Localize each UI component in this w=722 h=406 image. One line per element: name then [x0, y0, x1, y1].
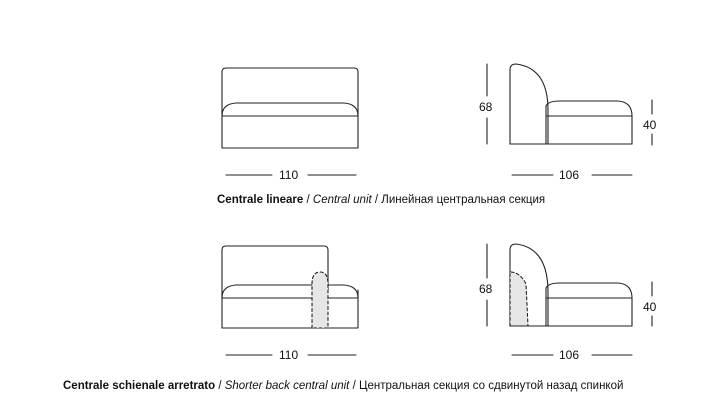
side-height-label-2: 68 — [479, 282, 493, 296]
front-view-central-unit — [222, 68, 358, 148]
side-height-label: 68 — [479, 100, 493, 114]
caption-name-ru-2: Центральная секция со сдвинутой назад спинкой — [358, 380, 624, 392]
side-seat-cushion — [546, 101, 632, 144]
caption-name-ru: Линейная центральная секция — [381, 194, 546, 206]
caption-name-en-2: Shorter back central unit — [224, 380, 350, 392]
side-view-shorter-back — [510, 244, 632, 326]
caption-sep: / — [215, 380, 225, 392]
side-seat-cushion-2 — [546, 283, 632, 326]
caption-name-it: Centrale lineare — [217, 194, 304, 206]
side-hidden-back — [510, 272, 528, 326]
front-hidden-back — [312, 272, 328, 328]
front-seat-cushion-2 — [222, 285, 358, 298]
side-depth-label: 106 — [559, 168, 580, 182]
front-backrest — [222, 68, 358, 148]
caption-name-en: Central unit — [312, 194, 372, 206]
seat-height-label-2: 40 — [643, 300, 657, 314]
caption-shorter-back-unit — [63, 379, 623, 393]
caption-sep: / — [303, 194, 313, 206]
side-view-central-unit — [510, 64, 632, 144]
front-seat-cushion — [222, 103, 358, 116]
side-depth-label-2: 106 — [559, 348, 580, 362]
front-view-shorter-back — [222, 246, 358, 328]
front-body-2 — [222, 246, 358, 328]
side-backrest — [510, 64, 548, 144]
caption-central-unit — [217, 193, 545, 207]
seat-height-label: 40 — [643, 118, 657, 132]
caption-name-it-2: Centrale schienale arretrato — [63, 380, 216, 392]
front-width-label-2: 110 — [279, 348, 299, 362]
front-width-label: 110 — [279, 168, 299, 182]
caption-sep: / — [371, 194, 382, 206]
caption-sep: / — [349, 380, 359, 392]
